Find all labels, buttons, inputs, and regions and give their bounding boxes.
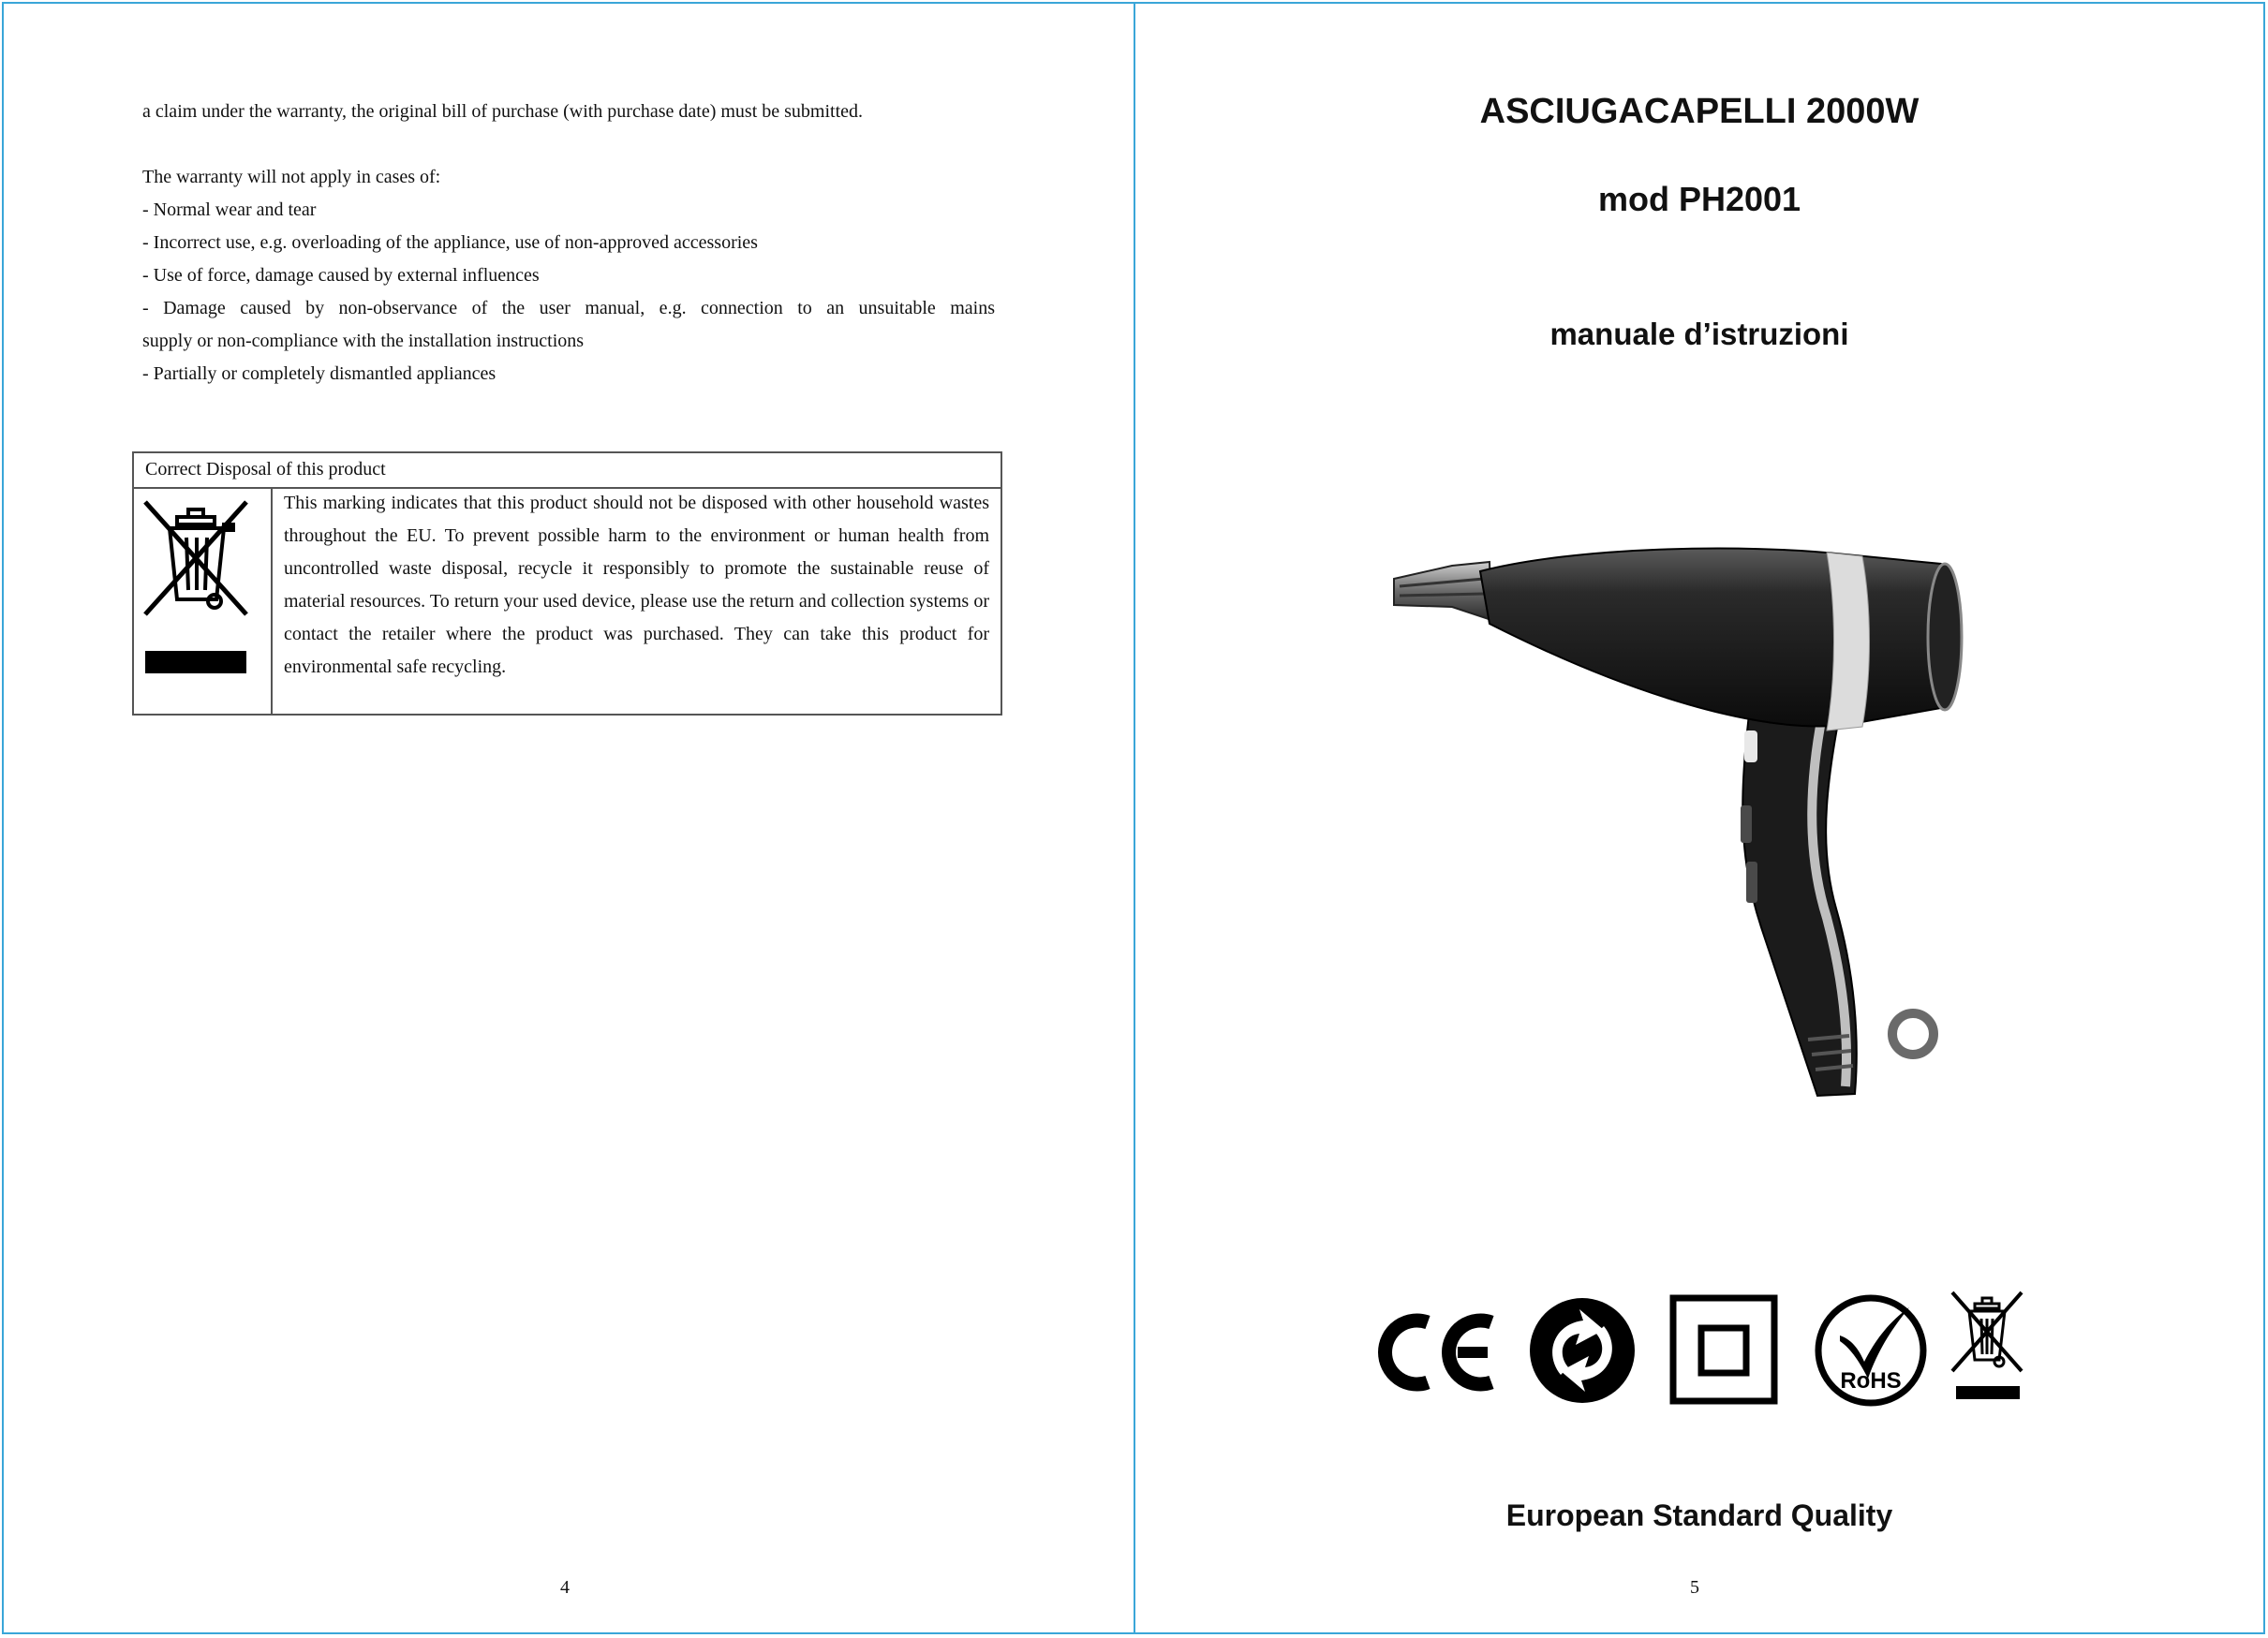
rohs-check-icon [1812, 1289, 1930, 1410]
class-ii-double-square-icon [1668, 1289, 1780, 1410]
disposal-text: This marking indicates that this product should not be disposed with other household wastes throughout the EU. To prevent possible harm to the environment or human health from uncontrolled waste disposal, recycle it responsibly to promote the sustainable reuse of material resources. To return your used device, please use the return and collection systems or contact the retailer where the product was purchased. They can take this product for environmental safe recycling. [284, 493, 989, 677]
weee-bar [145, 651, 246, 673]
warranty-line: - Damage caused by non-observance of the user manual, e.g. connection to an unsuitable mains [142, 298, 995, 318]
warranty-line: supply or non-compliance with the installation instructions [142, 331, 585, 351]
green-dot-recycle-icon [1525, 1289, 1639, 1410]
weee-bin-icon [141, 496, 254, 627]
warranty-line: - Partially or completely dismantled appliances [142, 363, 497, 384]
warranty-text [142, 96, 995, 391]
warranty-line: - Incorrect use, e.g. overloading of the appliance, use of non-approved accessories [142, 232, 758, 253]
disposal-icon-cell [134, 487, 273, 714]
page-number-right: 5 [1690, 1577, 1699, 1598]
warranty-line: - Use of force, damage caused by external influences [142, 265, 540, 286]
disposal-table [132, 451, 1002, 716]
rohs-label: RoHS [1840, 1368, 1902, 1394]
disposal-heading: Correct Disposal of this product [134, 453, 1001, 489]
european-standard-quality: European Standard Quality [1505, 1498, 1893, 1532]
product-title: ASCIUGACAPELLI 2000W [1479, 92, 1920, 131]
manual-subtitle: manuale d’istruzioni [1549, 317, 1849, 351]
warranty-line: The warranty will not apply in cases of: [142, 167, 441, 187]
ce-mark-icon [1370, 1289, 1501, 1410]
hair-dryer-icon [1386, 534, 1967, 1114]
page-number-left: 4 [560, 1577, 570, 1598]
weee-crossed-bin-icon [1949, 1289, 2027, 1410]
warranty-line: a claim under the warranty, the original bill of purchase (with purchase date) must be submitted. [142, 101, 864, 122]
warranty-line: - Normal wear and tear [142, 199, 317, 220]
model-number: mod PH2001 [1597, 180, 1801, 218]
